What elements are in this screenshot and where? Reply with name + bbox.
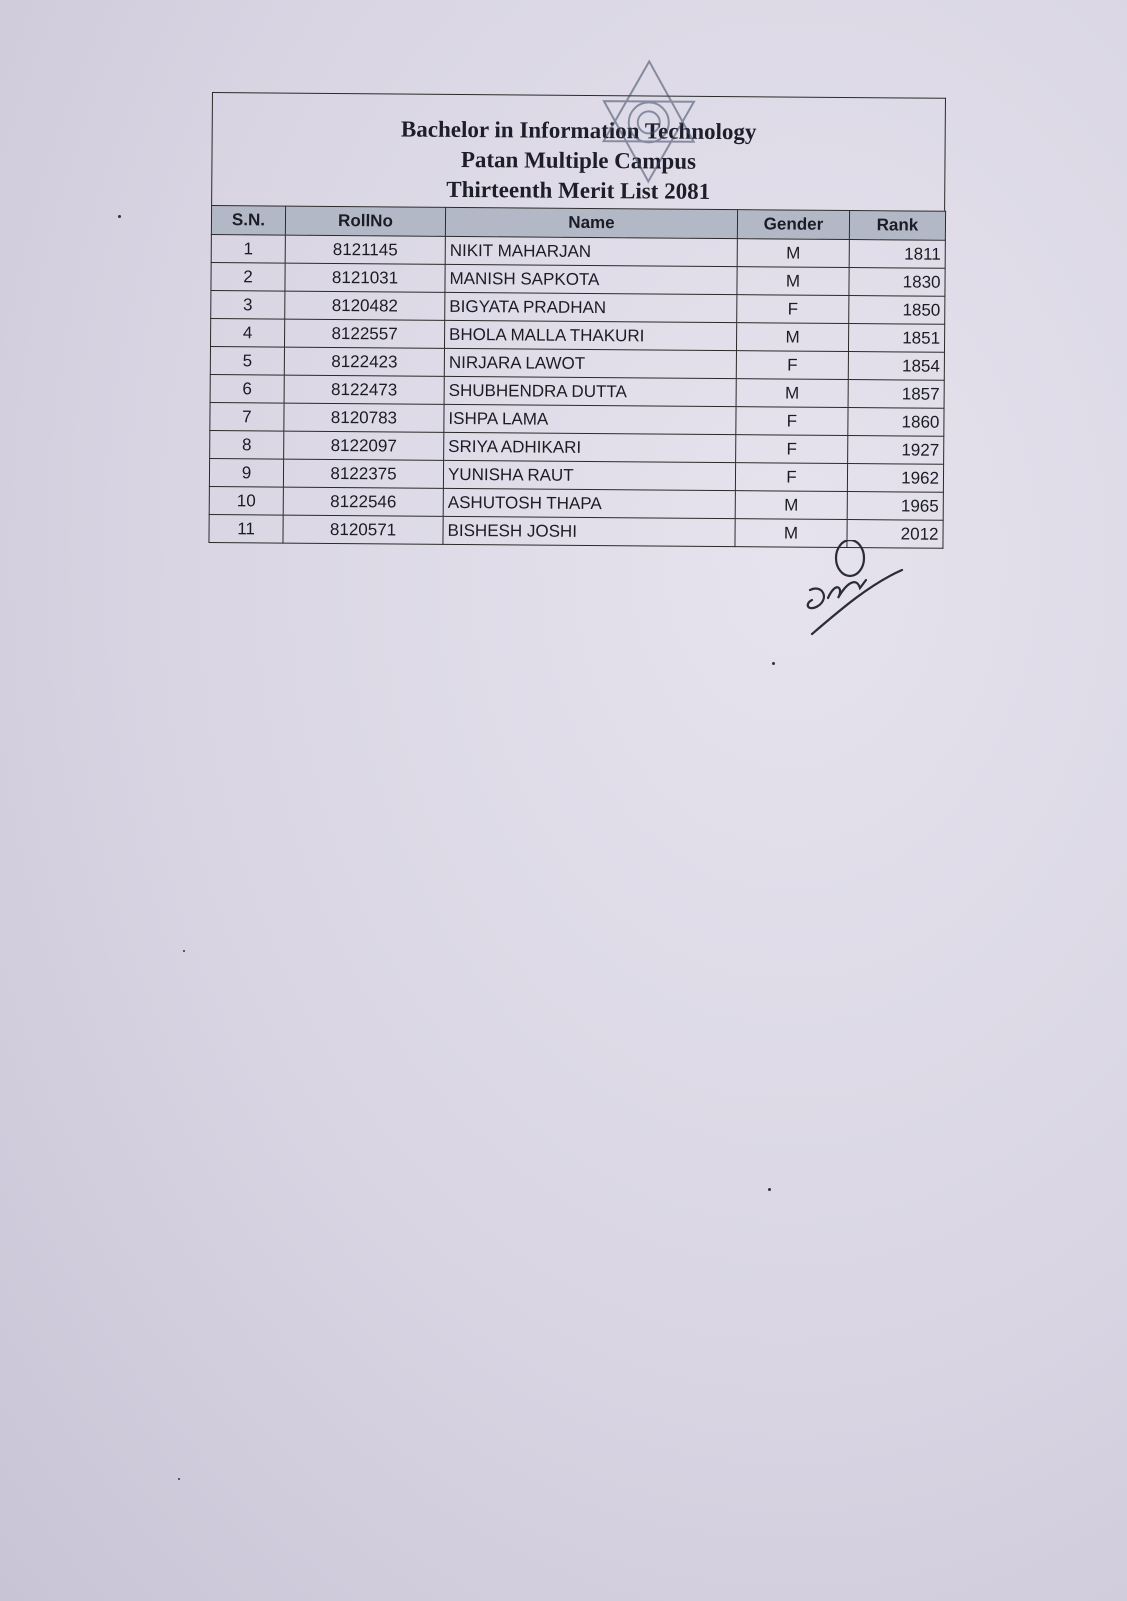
cell-rollno: 8122546: [283, 487, 443, 516]
cell-sn: 2: [211, 262, 285, 291]
column-header-sn: S.N.: [211, 206, 285, 236]
cell-sn: 1: [211, 234, 285, 263]
cell-rank: 1830: [849, 268, 945, 297]
cell-rollno: 8122473: [284, 375, 444, 404]
title-block: [212, 113, 945, 209]
cell-rank: 1857: [848, 380, 944, 409]
cell-name: ASHUTOSH THAPA: [443, 488, 735, 518]
cell-rollno: 8120482: [285, 291, 445, 320]
cell-gender: M: [737, 267, 849, 296]
paper-speck: [118, 215, 121, 218]
cell-rollno: 8120571: [283, 515, 443, 544]
paper-speck: [183, 950, 185, 952]
cell-rollno: 8122557: [284, 319, 444, 348]
cell-gender: F: [736, 407, 848, 436]
cell-gender: M: [735, 491, 847, 520]
cell-gender: F: [736, 435, 848, 464]
cell-name: NIRJARA LAWOT: [444, 348, 736, 378]
paper-speck: [772, 662, 775, 665]
cell-name: SHUBHENDRA DUTTA: [444, 376, 736, 406]
cell-name: ISHPA LAMA: [444, 404, 736, 434]
cell-rollno: 8120783: [284, 403, 444, 432]
cell-rollno: 8122097: [284, 431, 444, 460]
cell-rank: 1851: [848, 324, 944, 353]
cell-sn: 9: [209, 458, 283, 487]
cell-sn: 5: [210, 346, 284, 375]
cell-sn: 4: [211, 318, 285, 347]
signature-scribble: [800, 540, 910, 640]
cell-sn: 7: [210, 402, 284, 431]
cell-gender: M: [736, 323, 848, 352]
cell-rank: 1850: [849, 296, 945, 325]
cell-rank: 1854: [848, 352, 944, 381]
cell-sn: 10: [209, 486, 283, 515]
cell-rollno: 8121145: [285, 235, 445, 264]
cell-rollno: 8122423: [284, 347, 444, 376]
cell-rollno: 8121031: [285, 263, 445, 292]
cell-name: NIKIT MAHARJAN: [445, 236, 737, 266]
cell-name: MANISH SAPKOTA: [445, 264, 737, 294]
cell-rank: 1965: [847, 492, 943, 521]
cell-name: BHOLA MALLA THAKURI: [444, 320, 736, 350]
column-header-rollno: RollNo: [285, 206, 445, 236]
program-title: Bachelor in Information Technology: [400, 116, 757, 145]
column-header-rank: Rank: [849, 211, 945, 241]
paper-speck: [178, 1478, 180, 1480]
merit-table: [208, 205, 946, 549]
merit-list-sheet: [208, 92, 946, 549]
cell-gender: F: [737, 295, 849, 324]
cell-sn: 3: [211, 290, 285, 319]
document-header: [211, 92, 946, 211]
cell-gender: F: [735, 463, 847, 492]
column-header-name: Name: [445, 207, 737, 238]
cell-gender: F: [736, 351, 848, 380]
paper-speck: [768, 1188, 771, 1191]
cell-rank: 1962: [847, 464, 943, 493]
cell-name: SRIYA ADHIKARI: [444, 432, 736, 462]
campus-title: Patan Multiple Campus: [460, 146, 697, 174]
cell-rollno: 8122375: [283, 459, 443, 488]
column-header-gender: Gender: [737, 210, 849, 240]
cell-sn: 8: [210, 430, 284, 459]
cell-rank: 1927: [848, 436, 944, 465]
cell-rank: 1860: [848, 408, 944, 437]
cell-rank: 2012: [847, 520, 943, 549]
cell-gender: M: [736, 379, 848, 408]
cell-gender: M: [737, 239, 849, 268]
cell-sn: 6: [210, 374, 284, 403]
list-title: Thirteenth Merit List 2081: [446, 176, 711, 204]
cell-sn: 11: [209, 514, 283, 543]
cell-rank: 1811: [849, 240, 945, 269]
cell-name: BIGYATA PRADHAN: [445, 292, 737, 322]
cell-name: YUNISHA RAUT: [443, 460, 735, 490]
cell-gender: M: [735, 519, 847, 548]
cell-name: BISHESH JOSHI: [443, 516, 735, 546]
